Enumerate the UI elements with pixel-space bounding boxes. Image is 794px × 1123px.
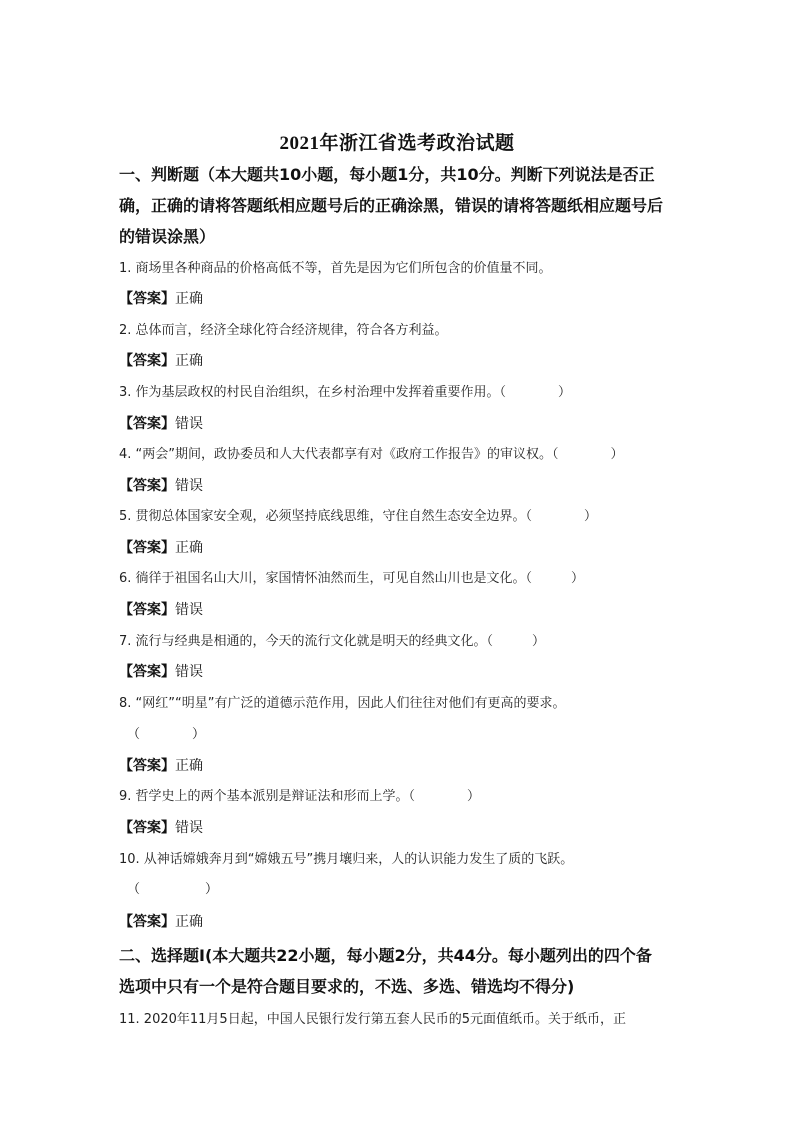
question-3: 3. 作为基层政权的村民自治组织，在乡村治理中发挥着重要作用。（ ） [119,385,572,400]
answer-value: 正确 [175,914,203,930]
answer-10 [119,912,203,932]
section1-heading-line: 一、判断题（本大题共10小题，每小题1分，共10分。判断下列说法是否正 [119,165,655,184]
answer-value: 错误 [175,478,203,494]
answer-5 [119,538,203,558]
question-7: 7. 流行与经典是相通的，今天的流行文化就是明天的经典文化。（ ） [119,634,546,649]
answer-label: 【答案】 [119,291,175,307]
answer-label: 【答案】 [119,478,175,494]
question-5: 5. 贯彻总体国家安全观，必须坚持底线思维，守住自然生态安全边界。（ ） [119,509,598,524]
question-10: 10. 从神话嫦娥奔月到“嫦娥五号”携月壤归来，人的认识能力发生了质的飞跃。 [119,852,574,867]
question-11: 11. 2020年11月5日起，中国人民银行发行第五套人民币的5元面值纸币。关于纸币，正 [119,1012,626,1027]
answer-label: 【答案】 [119,540,175,556]
question-8: 8. “网红”“明星”有广泛的道德示范作用，因此人们往往对他们有更高的要求。 [119,696,566,711]
answer-label: 【答案】 [119,416,175,432]
answer-value: 错误 [175,602,203,618]
answer-4 [119,476,203,496]
answer-3 [119,414,203,434]
question-9: 9. 哲学史上的两个基本派别是辩证法和形而上学。（ ） [119,789,481,804]
question-8-blank: （ ） [127,727,206,742]
answer-1 [119,289,203,309]
answer-label: 【答案】 [119,758,175,774]
answer-value: 正确 [175,758,203,774]
question-1: 1. 商场里各种商品的价格高低不等，首先是因为它们所包含的价值量不同。 [119,261,552,276]
answer-label: 【答案】 [119,353,175,369]
section1-heading [119,159,671,252]
answer-value: 错误 [175,820,203,836]
answer-label: 【答案】 [119,602,175,618]
answer-2 [119,351,203,371]
answer-label: 【答案】 [119,664,175,680]
answer-value: 错误 [175,416,203,432]
answer-label: 【答案】 [119,820,175,836]
section1-heading-line: 确，正确的请将答题纸相应题号后的正确涂黑，错误的请将答题纸相应题号后 [119,196,664,215]
answer-9 [119,818,203,838]
answer-6 [119,600,203,620]
answer-value: 错误 [175,664,203,680]
answer-value: 正确 [175,291,203,307]
answer-value: 正确 [175,540,203,556]
section2-heading-line: 二、选择题Ⅰ(本大题共22小题，每小题2分，共44分。每小题列出的四个备 [119,946,652,965]
question-2: 2. 总体而言，经济全球化符合经济规律，符合各方利益。 [119,323,448,338]
question-4: 4. “两会”期间，政协委员和人大代表都享有对《政府工作报告》的审议权。（ ） [119,447,624,462]
page-title: 2021年浙江省选考政治试题 [279,133,515,154]
section2-heading-line: 选项中只有一个是符合题目要求的，不选、多选、错选均不得分) [119,977,575,996]
answer-8 [119,756,203,776]
section2-heading [119,940,671,1002]
question-10-blank: （ ） [127,882,219,897]
answer-label: 【答案】 [119,914,175,930]
question-6: 6. 徜徉于祖国名山大川，家国情怀油然而生，可见自然山川也是文化。（ ） [119,571,585,586]
section1-heading-line: 的错误涂黑） [119,227,216,246]
answer-7 [119,662,203,682]
answer-value: 正确 [175,353,203,369]
